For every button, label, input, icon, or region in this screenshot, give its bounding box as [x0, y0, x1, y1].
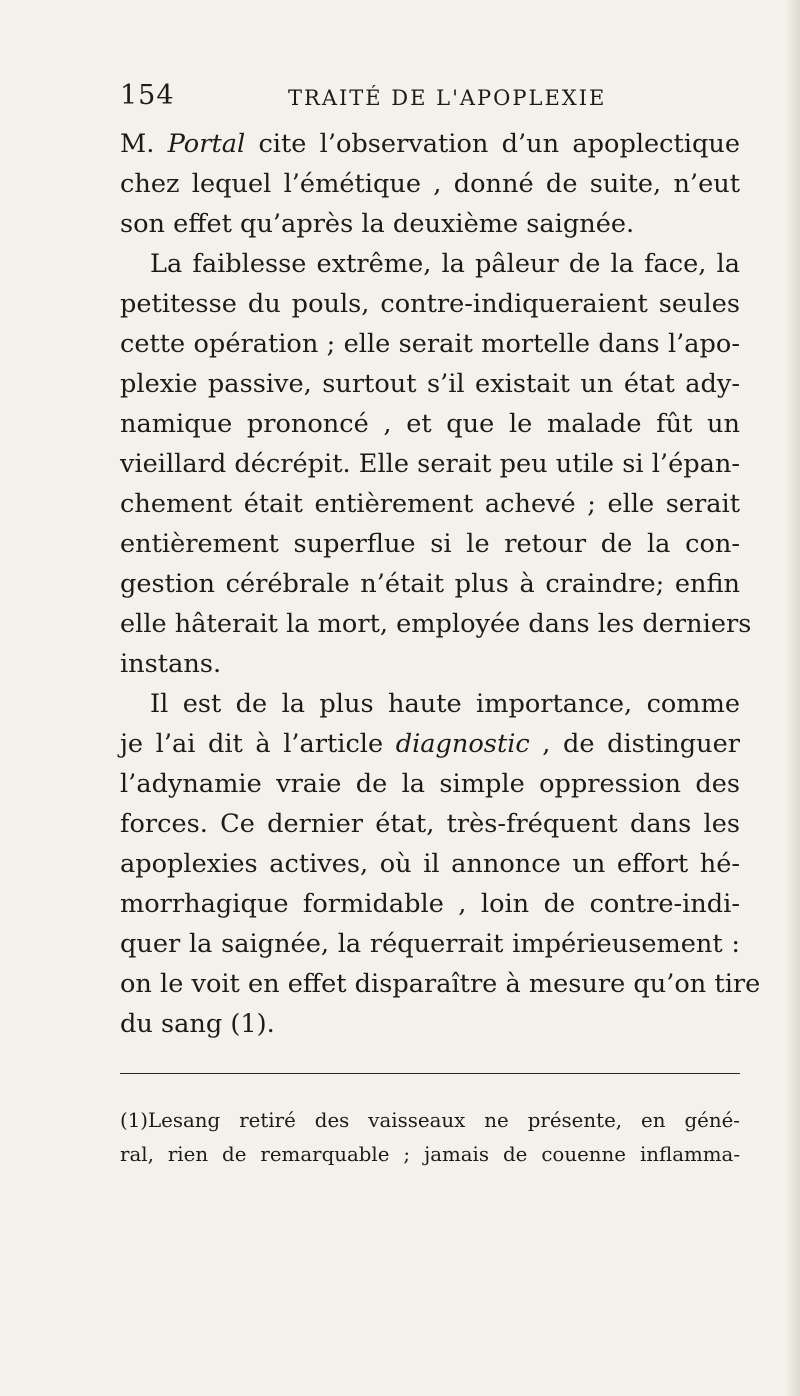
text-line: chez lequel l’émétique , donné de suite, n’eut	[120, 169, 740, 199]
footnote	[120, 1104, 740, 1172]
text-line: quer la saignée, la réquerrait impérieusement :	[120, 929, 740, 959]
text-line: son effet qu’après la deuxième saignée.	[120, 209, 635, 239]
text-line: Il est de la plus haute importance, comme	[150, 689, 740, 719]
text-line: namique prononcé , et que le malade fût un	[120, 409, 740, 439]
text-line: forces. Ce dernier état, très-fréquent dans les	[120, 809, 740, 839]
author-name-italic: Portal	[167, 129, 246, 159]
text-line: morrhagique formidable , loin de contre-indi-	[120, 889, 740, 919]
text-line: chement était entièrement achevé ; elle serait	[120, 489, 740, 519]
text-line: l’adynamie vraie de la simple oppression des	[120, 769, 740, 799]
text-line: cette opération ; elle serait mortelle dans l’apo-	[120, 329, 740, 359]
footnote-line: ral, rien de remarquable ; jamais de couenne inflamma-	[120, 1143, 740, 1166]
footnote-divider	[120, 1073, 740, 1074]
text-line: vieillard décrépit. Elle serait peu utile si l’épan-	[120, 449, 740, 479]
running-title: TRAITÉ DE L'APOPLEXIE	[288, 86, 607, 110]
text-line: du sang (1).	[120, 1009, 275, 1039]
text-line: plexie passive, surtout s’il existait un état ady-	[120, 369, 740, 399]
text-line: apoplexies actives, où il annonce un effort hé-	[120, 849, 740, 879]
text-line: petitesse du pouls, contre-indiqueraient seules	[120, 289, 740, 319]
text-line: elle hâterait la mort, employée dans les derniers	[120, 609, 752, 639]
text-line: La faiblesse extrême, la pâleur de la face, la	[150, 249, 740, 279]
page-header	[120, 80, 740, 116]
text-line: entièrement superflue si le retour de la con-	[120, 529, 740, 559]
main-text	[120, 124, 761, 1044]
text-line: gestion cérébrale n’était plus à craindre; enfin	[120, 569, 740, 599]
text-line: je l’ai dit à l’article diagnostic , de distinguer	[120, 729, 740, 759]
page-edge-shadow	[786, 0, 800, 1396]
text-line: instans.	[120, 649, 222, 679]
text-line: on le voit en effet disparaître à mesure qu’on tire	[120, 969, 761, 999]
page-number: 154	[120, 80, 175, 111]
footnote-line: (1)Lesang retiré des vaisseaux ne présente, en géné-	[120, 1109, 740, 1132]
text-line: M. Portal cite l’observation d’un apoplectique	[120, 129, 740, 159]
diagnostic-italic: diagnostic	[395, 729, 530, 759]
